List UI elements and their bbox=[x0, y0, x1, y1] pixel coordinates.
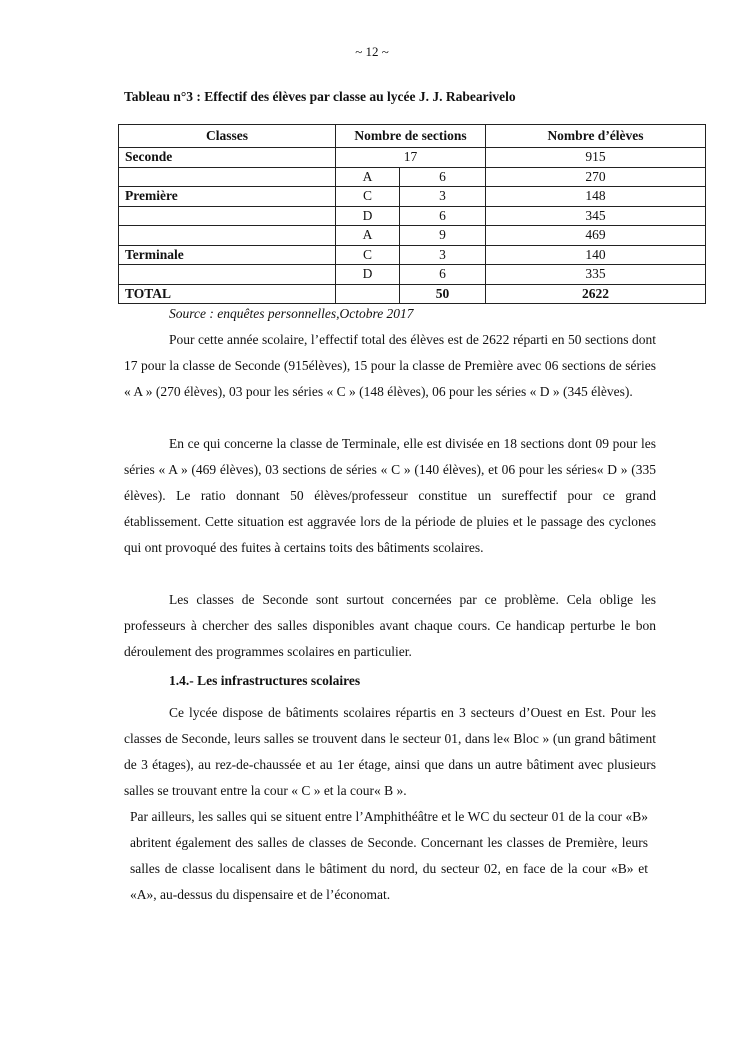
table-row bbox=[119, 148, 706, 168]
cell-serie: C bbox=[336, 245, 400, 265]
paragraph bbox=[124, 700, 656, 804]
table-header-row bbox=[119, 125, 706, 148]
cell-serie: D bbox=[336, 206, 400, 226]
cell-classe: Seconde bbox=[119, 148, 336, 168]
cell-classe bbox=[119, 226, 336, 246]
table-row bbox=[119, 187, 706, 207]
cell-eleves: 345 bbox=[486, 206, 706, 226]
cell-sections: 6 bbox=[400, 206, 486, 226]
cell-eleves: 335 bbox=[486, 265, 706, 285]
cell-sections: 3 bbox=[400, 187, 486, 207]
cell-classe bbox=[119, 206, 336, 226]
table-row bbox=[119, 265, 706, 285]
cell-serie: D bbox=[336, 265, 400, 285]
cell-eleves: 270 bbox=[486, 167, 706, 187]
header-classes: Classes bbox=[119, 125, 336, 148]
paragraph-text: Les classes de Seconde sont surtout concernées par ce problème. Cela oblige les professeurs à chercher des salles disponibles avant chaque cours. Ce handicap perturbe le bon déroulement des programmes scolaires en particulier. bbox=[124, 592, 656, 659]
enrollment-table bbox=[118, 124, 706, 304]
paragraph-text: Pour cette année scolaire, l’effectif total des élèves est de 2622 réparti en 50 sections dont 17 pour la classe de Seconde (915élèves), 15 pour la classe de Première avec 06 sections de séries « A » (270 élèves), 03 pour les séries « C » (148 élèves), 06 pour les séries « D » (345 élèves). bbox=[124, 332, 656, 399]
page-number: ~ 12 ~ bbox=[355, 44, 389, 59]
table-row bbox=[119, 206, 706, 226]
paragraph-text: En ce qui concerne la classe de Terminale, elle est divisée en 18 sections dont 09 pour les séries « A » (469 élèves), 03 sections de séries « C » (140 élèves), et 06 pour les séries« D » (335 élèves). Le ratio donnant 50 élèves/professeur constitue un sureffectif pour ce grand établissement. Cette situation est aggravée lors de la période de pluies et le passage des cyclones qui ont provoqué des fuites à certains toits des bâtiments scolaires. bbox=[124, 436, 656, 555]
cell-serie: A bbox=[336, 167, 400, 187]
cell-classe: Première bbox=[119, 187, 336, 207]
cell-eleves: 915 bbox=[486, 148, 706, 168]
section-heading: 1.4.- Les infrastructures scolaires bbox=[169, 673, 361, 688]
cell-classe: Terminale bbox=[119, 245, 336, 265]
cell-eleves: 148 bbox=[486, 187, 706, 207]
cell-empty bbox=[336, 284, 400, 304]
cell-classe bbox=[119, 167, 336, 187]
table-row bbox=[119, 245, 706, 265]
paragraph-text: Ce lycée dispose de bâtiments scolaires répartis en 3 secteurs d’Ouest en Est. Pour les classes de Seconde, leurs salles se trouvent dans le secteur 01, dans le« Bloc » (un grand bâtiment de 3 étages), au rez-de-chaussée et au 1er étage, ainsi que dans un autre bâtiment avec plusieurs salles se trouvant entre la cour « C » et la cour« B ». bbox=[124, 705, 656, 798]
header-eleves: Nombre d’élèves bbox=[486, 125, 706, 148]
cell-sections: 6 bbox=[400, 265, 486, 285]
paragraph bbox=[124, 431, 656, 561]
paragraph bbox=[130, 804, 648, 908]
cell-eleves: 469 bbox=[486, 226, 706, 246]
table-row bbox=[119, 167, 706, 187]
cell-sections: 6 bbox=[400, 167, 486, 187]
cell-eleves: 140 bbox=[486, 245, 706, 265]
cell-total-sections: 50 bbox=[400, 284, 486, 304]
table-row bbox=[119, 226, 706, 246]
cell-serie: C bbox=[336, 187, 400, 207]
cell-total-label: TOTAL bbox=[119, 284, 336, 304]
cell-serie: A bbox=[336, 226, 400, 246]
cell-sections: 9 bbox=[400, 226, 486, 246]
paragraph-text: Par ailleurs, les salles qui se situent entre l’Amphithéâtre et le WC du secteur 01 de la cour «B» abritent également des salles de classes de Seconde. Concernant les classes de Première, leurs salles de classe localisent dans le bâtiment du nord, du secteur 02, en face de la cour «B» et «A», au-dessus du dispensaire et de l’économat. bbox=[130, 809, 648, 902]
header-sections: Nombre de sections bbox=[336, 125, 486, 148]
table-caption: Tableau n°3 : Effectif des élèves par classe au lycée J. J. Rabearivelo bbox=[124, 89, 516, 104]
table-total-row bbox=[119, 284, 706, 304]
cell-sections: 3 bbox=[400, 245, 486, 265]
paragraph bbox=[124, 327, 656, 405]
cell-sections: 17 bbox=[336, 148, 486, 168]
cell-total-eleves: 2622 bbox=[486, 284, 706, 304]
table-source: Source : enquêtes personnelles,Octobre 2017 bbox=[169, 306, 414, 321]
cell-classe bbox=[119, 265, 336, 285]
paragraph bbox=[124, 587, 656, 665]
